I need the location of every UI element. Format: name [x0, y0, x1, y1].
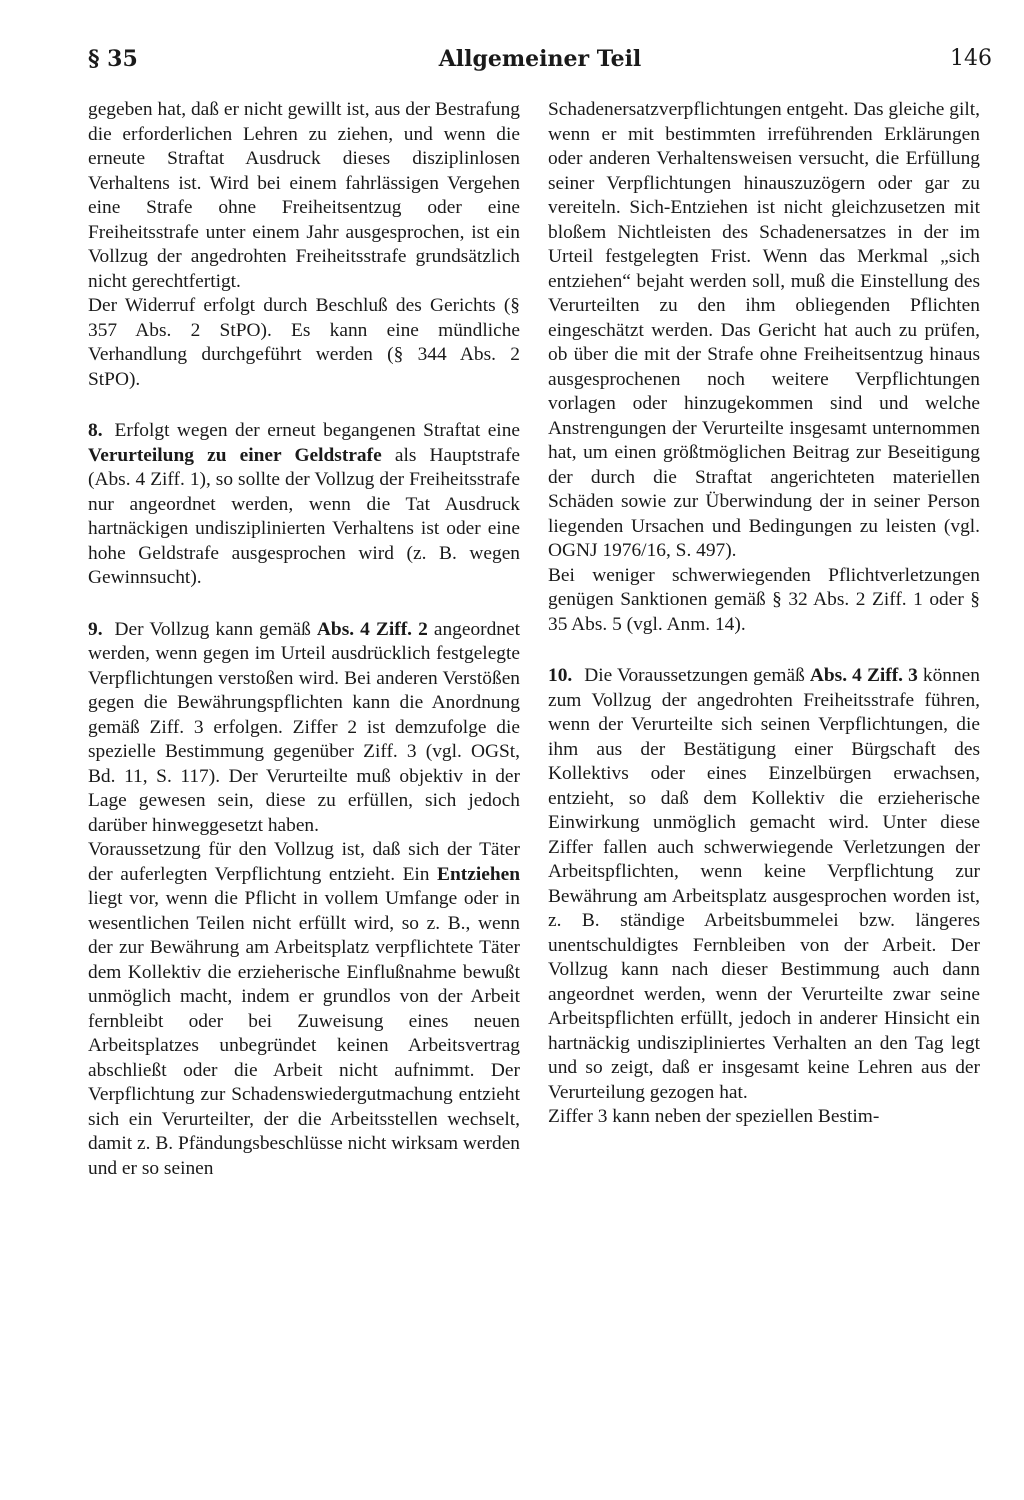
note-10 — [548, 664, 980, 1105]
paragraph-widerruf: Der Widerruf erfolgt durch Beschluß des Gerichts (§ 357 Abs. 2 StPO). Es kann eine mündliche Verhandlung durchgeführt werden (§ 344 Abs. 2 StPO). — [88, 295, 520, 390]
paragraph-voraussetzung — [88, 838, 520, 1181]
section-number: § 35 — [88, 46, 138, 72]
paragraph-text: Voraussetzung für den Vollzug ist, daß sich der Täter der auferlegten Verpflichtung entzieht. Ein — [88, 839, 520, 885]
note-emphasis: Abs. 4 Ziff. 3 — [809, 665, 918, 686]
note-text: Der Vollzug kann gemäß — [114, 618, 317, 640]
note-text: Die Voraussetzungen gemäß — [584, 665, 810, 686]
paragraph-emphasis: Entziehen — [437, 863, 520, 885]
paragraph-continuation: Schadenersatzverpflichtungen entgeht. Das gleiche gilt, wenn er mit bestimmten irreführenden Erklärungen oder anderen Verhaltensweisen versucht, die Erfüllung seiner Verpflichtungen hinauszuzögern oder gar zu vereiteln. Sich-Entziehen ist nicht gleichzusetzen mit bloßem Nichtleisten des Schadenersatzes in der im Urteil festgelegten Frist. Wenn das Merkmal „sich entziehen“ bejaht werden soll, muß die Einstellung des Verurteilten zu den ihm obliegenden Pflichten eingeschätzt werden. Das Gericht hat auch zu prüfen, ob über die mit der Strafe ohne Freiheitsentzug hinaus ausgesprochenen noch weitere Verpflichtungen vorlagen oder hinzugekommen sind und welche Anstrengungen der Verurteilte insgesamt unternommen hat, um einen größtmöglichen Beitrag zur Beseitigung der durch die Straftat angerichteten materiellen Schäden sowie zur Überwindung der in seiner Person liegenden Ursachen und Bedingungen zu leisten (vgl. OGNJ 1976/16, S. 497). — [548, 99, 980, 561]
note-number: 10. — [548, 665, 573, 686]
page-title: Allgemeiner Teil — [438, 46, 642, 72]
note-text: angeordnet werden, wenn gegen im Urteil ausdrücklich festgelegte Verpflichtungen verstoßen wird. Bei anderen Verstößen gegen die Bewährungspflichten kann die Anordnung gemäß Ziff. 3 erfolgen. Ziffer 2 ist demzufolge die spezielle Bestimmung gegenüber Ziff. 3 (vgl. OGSt, Bd. 11, S. 117). Der Verurteilte muß objektiv in der Lage gewesen sein, diese zu erfüllen, sich jedoch darüber hinweggesetzt haben. — [88, 618, 520, 836]
page-number: 146 — [950, 46, 992, 71]
note-text: als Hauptstrafe (Abs. 4 Ziff. 1), so sollte der Vollzug der Freiheitsstrafe nur angeordnet werden, wenn die Tat Ausdruck hartnäckigen undisziplinierten Verhaltens ist oder eine hohe Geldstrafe ausgesprochen wird (z. B. wegen Gewinnsucht). — [88, 444, 521, 588]
note-text: Erfolgt wegen der erneut begangenen Straftat eine — [114, 420, 520, 441]
right-column — [548, 98, 980, 1130]
left-column — [88, 98, 520, 1181]
note-number: 9. — [88, 618, 103, 640]
note-8 — [88, 419, 520, 591]
paragraph-text: liegt vor, wenn die Pflicht in vollem Umfange oder in wesentlichen Teilen nicht erfüllt wird, so z. B., wenn der zur Bewährung am Arbeitsplatz verpflichtete Täter dem Kollektiv die erzieherische Einflußnahme bewußt unmöglich macht, indem er grundlos von der Arbeit fernbleibt oder bei Zuweisung eines neuen Arbeitsplatzes unbegründet keinen Arbeitsvertrag abschließt oder die Arbeit nicht aufnimmt. Der Verpflichtung zur Schadenswiedergutmachung entzieht sich ein Verurteilter, der die Arbeitsstellen wechselt, damit z. B. Pfändungsbeschlüsse nicht wirksam werden und er so seinen — [88, 888, 520, 1179]
note-text: können zum Vollzug der angedrohten Freiheitsstrafe führen, wenn der Verurteilte sich seinen Verpflichtungen, die ihm aus der Bestätigung einer Bürgschaft des Kollektivs oder eines Einzelbürgen erwachsen, entzieht, so daß dem Kollektiv die erzieherische Einwirkung unmöglich gemacht wird. Unter diese Ziffer fallen auch schwerwiegende Verletzungen der Arbeitspflichten, wenn keine Verpflichtung zur Bewährung am Arbeitsplatz ausgesprochen worden ist, z. B. ständige Arbeitsbummelei bzw. längeres unentschuldigtes Fernbleiben von der Arbeit. Der Vollzug kann nach dieser Bestimmung auch dann angeordnet werden, wenn der Verurteilte zwar seine Arbeitspflichten erfüllt, jedoch in anderer Hinsicht ein hartnäckig undiszipliniertes Verhalten an den Tag legt und so zeigt, daß er insgesamt keine Lehren aus der Verurteilung gezogen hat. — [548, 665, 980, 1103]
page-header — [88, 46, 992, 86]
note-emphasis: Verurteilung zu einer Geldstrafe — [88, 444, 382, 466]
paragraph-ziffer-3: Ziffer 3 kann neben der speziellen Bestim- — [548, 1106, 880, 1127]
note-number: 8. — [88, 420, 103, 441]
paragraph-sanktionen: Bei weniger schwerwiegenden Pflichtverletzungen genügen Sanktionen gemäß § 32 Abs. 2 Ziff. 1 oder § 35 Abs. 5 (vgl. Anm. 14). — [548, 564, 980, 635]
note-9 — [88, 618, 520, 839]
paragraph-continuation: gegeben hat, daß er nicht gewillt ist, aus der Bestrafung die erforderlichen Lehren zu ziehen, und wenn die erneute Straftat Ausdruck dieses disziplinlosen Verhaltens ist. Wird bei einem fahrlässigen Vergehen eine Strafe ohne Freiheitsentzug oder eine Freiheitsstrafe unter einem Jahr ausgesprochen, ist ein Vollzug der angedrohten Freiheitsstrafe grundsätzlich nicht gerechtfertigt. — [88, 99, 520, 292]
note-emphasis: Abs. 4 Ziff. 2 — [316, 618, 428, 640]
